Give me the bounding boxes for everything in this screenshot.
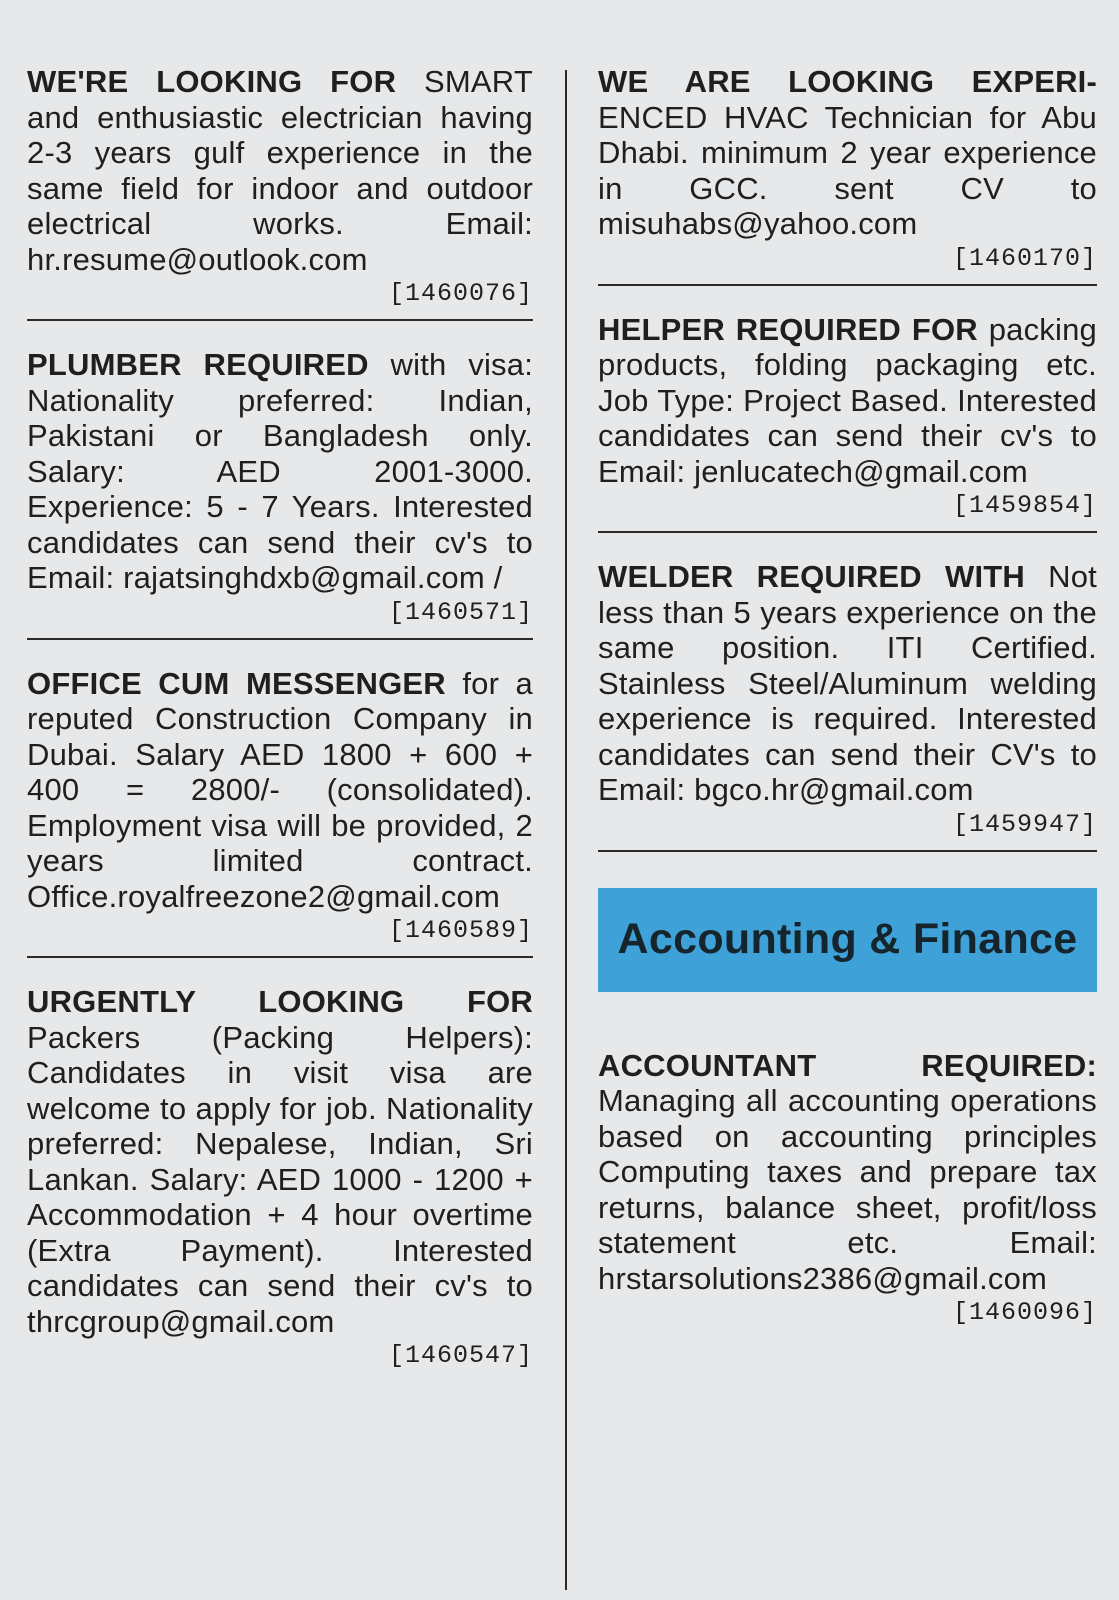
ad-separator <box>598 850 1097 852</box>
ad-heading: WE'RE LOOKING FOR <box>27 64 397 99</box>
ad-body: with visa: Nationality preferred: Indian, Pakistani or Bangladesh only. Salary: AED 2001-3000. Experience: 5 - 7 Years. Interested candidates can send their cv's to Email: rajatsinghdxb@gmail.com / <box>27 347 534 595</box>
ad-heading: PLUMBER REQUIRED <box>27 347 369 382</box>
section-banner-title: Accounting & Finance <box>617 915 1078 963</box>
ad-reference-code: [1460096] <box>952 1298 1097 1327</box>
ad-body: SMART and enthusiastic electrician having 2-3 years gulf experience in the same field for indoor and outdoor electrical works. Email: hr.resume@outlook.com <box>27 64 533 277</box>
ad-helper <box>598 312 1097 522</box>
ad-heading: URGENTLY LOOKING FOR <box>27 984 533 1019</box>
ad-body: ENCED HVAC Technician for Abu Dhabi. minimum 2 year experience in GCC. sent CV to misuhabs@yahoo.com <box>598 99 1097 241</box>
ad-accountant <box>598 1048 1097 1329</box>
left-column <box>27 64 533 1371</box>
ad-packers <box>27 984 533 1371</box>
ad-reference-code: [1460076] <box>388 279 533 308</box>
ad-office-messenger <box>27 666 533 947</box>
ad-body: for a reputed Construction Company in Dubai. Salary AED 1800 + 600 + 400 = 2800/- (consolidated). Employment visa will be provided, 2 years limited contract. Office.royalfreezone2@gmail.com <box>27 665 533 914</box>
ad-electrician <box>27 64 533 309</box>
column-divider <box>565 70 567 1590</box>
right-column <box>598 64 1097 1328</box>
ad-reference-code: [1459854] <box>952 491 1097 520</box>
ad-heading: ACCOUNTANT REQUIRED: <box>598 1047 1097 1083</box>
ad-reference-code: [1460170] <box>952 243 1097 273</box>
ad-separator <box>598 284 1097 286</box>
ad-hvac-technician <box>598 64 1097 274</box>
ad-body: Managing all accounting operations based on accounting principles Computing taxes and prepare tax returns, balance sheet, profit/loss statement etc. Email: hrstarsolutions2386@gmail.com <box>598 1083 1097 1296</box>
section-banner-accounting-finance <box>598 888 1097 992</box>
ad-reference-code: [1459947] <box>952 809 1097 839</box>
ad-heading: HELPER REQUIRED FOR <box>598 311 978 347</box>
ad-reference-code: [1460571] <box>388 597 533 627</box>
ad-body: packing products, folding packaging etc. Job Type: Project Based. Interested candidates can send their cv's to Email: jenlucatech@gmail.com <box>598 311 1097 489</box>
ad-separator <box>27 956 533 958</box>
ad-body: Not less than 5 years experience on the same position. ITI Certified. Stainless Steel/Aluminum welding experience is required. Interested candidates can send their CV's to Email: bgco.hr@gmail.com <box>598 559 1097 807</box>
ad-heading: OFFICE CUM MESSENGER <box>27 665 446 701</box>
ad-plumber <box>27 347 533 628</box>
ad-heading: WE ARE LOOKING EXPERI- <box>598 64 1097 99</box>
ad-heading: WELDER REQUIRED WITH <box>598 559 1026 594</box>
ad-reference-code: [1460547] <box>388 1341 533 1370</box>
ad-body: Packers (Packing Helpers): Candidates in visit visa are welcome to apply for job. Nationality preferred: Nepalese, Indian, Sri Lankan. Salary: AED 1000 - 1200 + Accommodation + 4 hour overtime (Extra Payment). Interested candidates can send their cv's to thrcgroup@gmail.com <box>27 1019 533 1339</box>
ad-welder <box>598 559 1097 840</box>
ad-reference-code: [1460589] <box>388 916 533 945</box>
ad-separator <box>27 638 533 640</box>
ad-separator <box>598 531 1097 533</box>
ad-separator <box>27 319 533 321</box>
